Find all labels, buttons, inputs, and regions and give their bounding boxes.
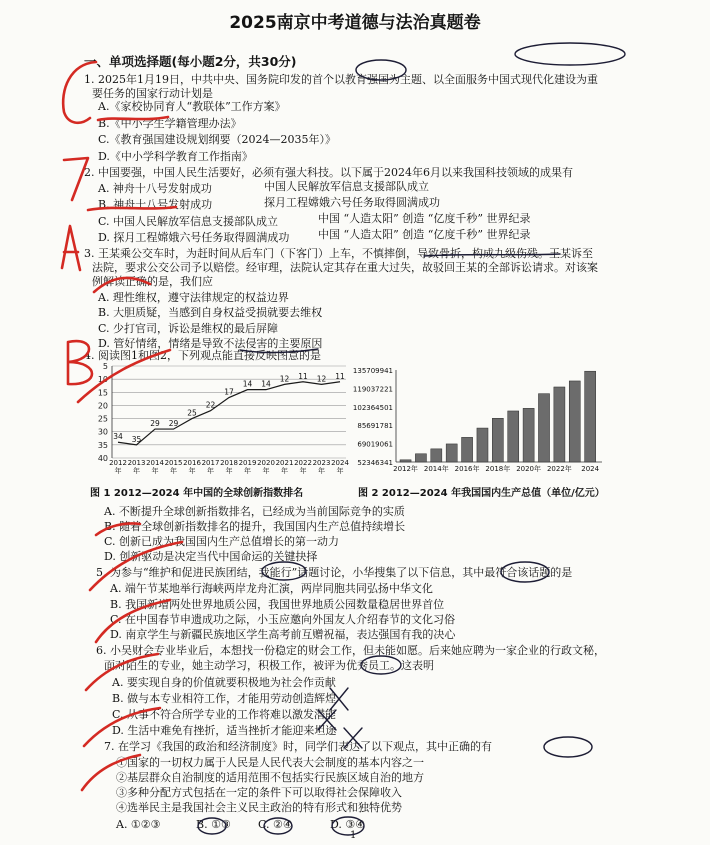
y-tick-label: 135709941: [352, 367, 393, 375]
data-label: 12: [316, 374, 327, 384]
question-4-option-a: A. 不断提升全球创新指数排名，已经成为当前国际竞争的实质: [104, 505, 405, 518]
question-6-option-a: A. 要实现自身的价值就要积极地为社会作贡献: [112, 676, 336, 689]
question-1-option-d: D.《中小学科学教育工作指南》: [98, 150, 253, 163]
data-label: 11: [298, 371, 308, 381]
question-4-option-b: B. 随着全球创新指数排名的提升，我国国内生产总值持续增长: [104, 520, 406, 533]
y-tick-label: 10: [97, 375, 108, 385]
data-label: 14: [242, 379, 253, 389]
question-4-stem: 4. 阅读图1和图2，下列观点能直接反映图意的是: [84, 349, 321, 362]
y-tick-label: 69019061: [357, 440, 393, 449]
figure-1-caption: 图 1 2012—2024 年中国的全球创新指数排名: [90, 488, 304, 499]
page-number: 1: [350, 830, 357, 841]
x-tick-suffix: 年: [225, 467, 233, 474]
figure-2-bar-chart: [346, 364, 608, 476]
y-tick-label: 40: [97, 454, 108, 463]
ink-answer-letter-a: [62, 226, 80, 270]
x-tick-suffix: 年: [336, 467, 344, 474]
y-tick-label: 20: [97, 401, 108, 411]
x-tick-suffix: 年: [281, 467, 288, 474]
y-tick-label: 85691781: [357, 422, 393, 431]
question-7-stem: 7. 在学习《我国的政治和经济制度》时，同学们表达了以下观点，其中正确的有: [104, 740, 492, 753]
question-3-stem-cont2: 例解读正确的是，我们应: [92, 275, 213, 288]
bar: [400, 460, 411, 462]
question-3-option-b: B. 大胆质疑，当感到自身权益受损就要去维权: [98, 306, 323, 319]
question-6-option-c: C. 从事不符合所学专业的工作将难以激发潜能: [112, 708, 337, 721]
x-tick-suffix: 年: [262, 467, 270, 474]
bar: [492, 418, 503, 462]
bar: [523, 408, 534, 462]
bar: [554, 387, 565, 462]
y-tick-label: 35: [97, 440, 108, 450]
ink-circle-keyword-q7: [544, 737, 592, 757]
x-tick-suffix: 年: [151, 467, 159, 474]
question-6-option-b: B. 做与本专业相符工作，才能用劳动创造辉煌: [112, 692, 337, 705]
x-tick-label: 2022年: [546, 465, 572, 473]
question-5-option-d: D. 南京学生与新疆民族地区学生高考前互赠祝福，表达强国有我的决心: [110, 628, 456, 641]
question-6-stem: 6. 小吴财会专业毕业后，本想找一份稳定的财会工作，但未能如愿。后来她应聘为一家企业的行政文秘，: [96, 644, 605, 657]
question-2-option-c-part2: 中国 “人造太阳” 创造 “亿度千秒” 世界纪录: [318, 212, 531, 225]
ink-answer-letter-d: [64, 158, 88, 200]
bar: [508, 411, 519, 462]
x-tick-suffix: 年: [170, 467, 177, 474]
bar: [585, 371, 596, 462]
bar: [477, 428, 488, 462]
question-2-option-a: A. 神舟十八号发射成功: [98, 182, 212, 195]
question-7-statement-4: ④选举民主是我国社会主义民主政治的特有形式和独特优势: [116, 801, 402, 814]
question-3-option-c: C. 少打官司，诉讼是维权的最后屏障: [98, 322, 279, 335]
section-heading: 一、单项选择题(每小题2分，共30分): [84, 54, 297, 69]
question-2-option-c: C. 中国人民解放军信息支援部队成立: [98, 215, 279, 228]
data-label: 14: [261, 379, 271, 389]
question-5-option-b: B. 我国新增两处世界地质公园，我国世界地质公园数量稳居世界首位: [110, 598, 445, 611]
x-tick-label: 2015: [164, 459, 183, 467]
x-tick-label: 2016: [183, 459, 201, 467]
bar: [446, 444, 457, 462]
x-tick-label: 2022: [294, 459, 312, 467]
x-tick-suffix: 年: [318, 467, 325, 474]
question-7-statement-2: ②基层群众自治制度的适用范围不包括实行民族区域自治的地方: [116, 771, 424, 784]
x-tick-label: 2016年: [454, 465, 480, 473]
question-2-option-d: D. 探月工程嫦娥六号任务取得圆满成功: [98, 231, 290, 244]
question-7-option-d: D. ③④: [330, 818, 366, 831]
bar: [431, 449, 442, 462]
figure-1-line-chart: [86, 360, 352, 474]
data-label: 22: [205, 400, 216, 410]
ink-circle-keyword-2: [515, 43, 625, 65]
x-tick-suffix: 年: [244, 467, 251, 474]
question-4-option-c: C. 创新已成为我国国内生产总值增长的第一动力: [104, 535, 340, 548]
question-1-option-a: A.《家校协同育人“教联体”工作方案》: [98, 100, 286, 113]
question-1-option-c: C.《教育强国建设规划纲要（2024—2035年）》: [98, 133, 337, 146]
question-4-option-d: D. 创新驱动是决定当代中国命运的关键抉择: [104, 550, 318, 563]
question-7-option-c: C. ②④: [258, 818, 293, 831]
bar: [569, 381, 580, 462]
question-2-option-b: B. 神舟十八号发射成功: [98, 198, 213, 211]
question-3-option-a: A. 理性维权，遵守法律规定的权益边界: [98, 291, 289, 304]
data-label: 34: [113, 432, 123, 442]
question-7-option-a: A. ①②③: [116, 818, 161, 831]
question-2-stem: 2. 中国要强，中国人民生活要好，必须有强大科技。以下属于2024年6月以来我国科技领域的成果有: [84, 166, 573, 179]
x-tick-label: 2017: [201, 459, 220, 467]
data-label: 12: [279, 374, 290, 384]
bar: [415, 454, 426, 462]
data-label: 17: [224, 387, 234, 397]
x-tick-label: 2023: [312, 459, 331, 467]
x-tick-label: 2014: [146, 459, 164, 467]
data-label: 11: [335, 371, 345, 381]
x-tick-suffix: 年: [133, 467, 140, 474]
x-tick-suffix: 年: [114, 467, 122, 474]
question-6-option-d: D. 生活中难免有挫折，适当挫折才能迎来坦途: [112, 724, 337, 737]
x-tick-label: 2021: [275, 459, 294, 467]
x-tick-label: 2020年: [516, 465, 542, 473]
x-tick-label: 2012年: [393, 465, 418, 473]
data-label: 35: [131, 434, 142, 444]
x-tick-label: 2019: [238, 459, 257, 467]
question-3-stem-cont: 法院，要求公交公司予以赔偿。经审理，法院认定其存在重大过失，故驳回王某的全部诉讼请求。对该案: [92, 261, 598, 274]
question-3-option-d: D. 管好情绪，情绪是导致不法侵害的主要原因: [98, 337, 323, 350]
question-1-option-b: B.《中小学生学籍管理办法》: [98, 117, 242, 130]
data-label: 25: [187, 408, 197, 418]
y-tick-label: 30: [97, 427, 108, 437]
question-3-stem: 3. 王某乘公交车时，为赶时间从后车门（下客门）上车，不慎摔倒，导致骨折，构成九级伤残。王某诉至: [84, 247, 593, 260]
x-tick-suffix: 年: [299, 467, 307, 474]
question-7-statement-1: ①国家的一切权力属于人民是人民代表大会制度的基本内容之一: [116, 756, 424, 769]
question-2-option-a-part2: 中国人民解放军信息支援部队成立: [264, 180, 429, 193]
question-2-option-d-part2: 中国 “人造太阳” 创造 “亿度千秒” 世界纪录: [318, 228, 531, 241]
x-tick-suffix: 年: [207, 467, 214, 474]
question-6-stem-cont: 面对陌生的专业，她主动学习，积极工作，被评为优秀员工。这表明: [104, 659, 434, 672]
x-tick-label: 2014年: [423, 465, 449, 473]
x-tick-label: 2024: [331, 459, 349, 467]
x-tick-label: 2020: [257, 459, 275, 467]
y-tick-label: 25: [97, 414, 108, 424]
question-5-stem: 5. 为参与“维护和促进民族团结，我能行”话题讨论，小华搜集了以下信息，其中最符合该话题的是: [96, 566, 573, 579]
x-tick-label: 2018: [220, 459, 238, 467]
x-tick-label: 2018年: [485, 465, 511, 473]
question-2-option-b-part2: 探月工程嫦娥六号任务取得圆满成功: [264, 196, 440, 209]
bar: [538, 394, 549, 462]
data-label: 29: [168, 419, 179, 429]
y-tick-label: 102364501: [352, 403, 393, 412]
x-tick-label: 2012: [109, 459, 127, 467]
y-tick-label: 5: [102, 362, 108, 371]
question-5-option-c: C. 在中国春节申遗成功之际，小玉应邀向外国友人介绍春节的文化习俗: [110, 613, 456, 626]
x-tick-suffix: 年: [188, 467, 196, 474]
y-tick-label: 15: [97, 388, 108, 398]
question-1-stem: 1. 2025年1月19日，中共中央、国务院印发的首个以教育强国为主题、以全面服务中国式现代化建设为重: [84, 73, 598, 86]
bar: [462, 437, 473, 462]
figure-2-caption: 图 2 2012—2024 年我国国内生产总值（单位/亿元）: [358, 488, 605, 499]
question-7-statement-3: ③多种分配方式包括在一定的条件下可以取得社会保障收入: [116, 786, 402, 799]
y-tick-label: 52346341: [357, 459, 393, 467]
question-7-option-b: B. ①③: [196, 818, 231, 831]
y-tick-label: 119037221: [352, 385, 393, 394]
question-5-option-a: A. 端午节某地举行海峡两岸龙舟汇演，两岸同胞共同弘扬中华文化: [110, 582, 433, 595]
page-title: 2025南京中考道德与法治真题卷: [229, 13, 481, 33]
x-tick-label: 2013: [127, 459, 146, 467]
data-label: 29: [150, 419, 160, 429]
question-1-stem-cont: 要任务的国家行动计划是: [92, 87, 213, 100]
x-tick-label: 2024: [581, 465, 600, 473]
